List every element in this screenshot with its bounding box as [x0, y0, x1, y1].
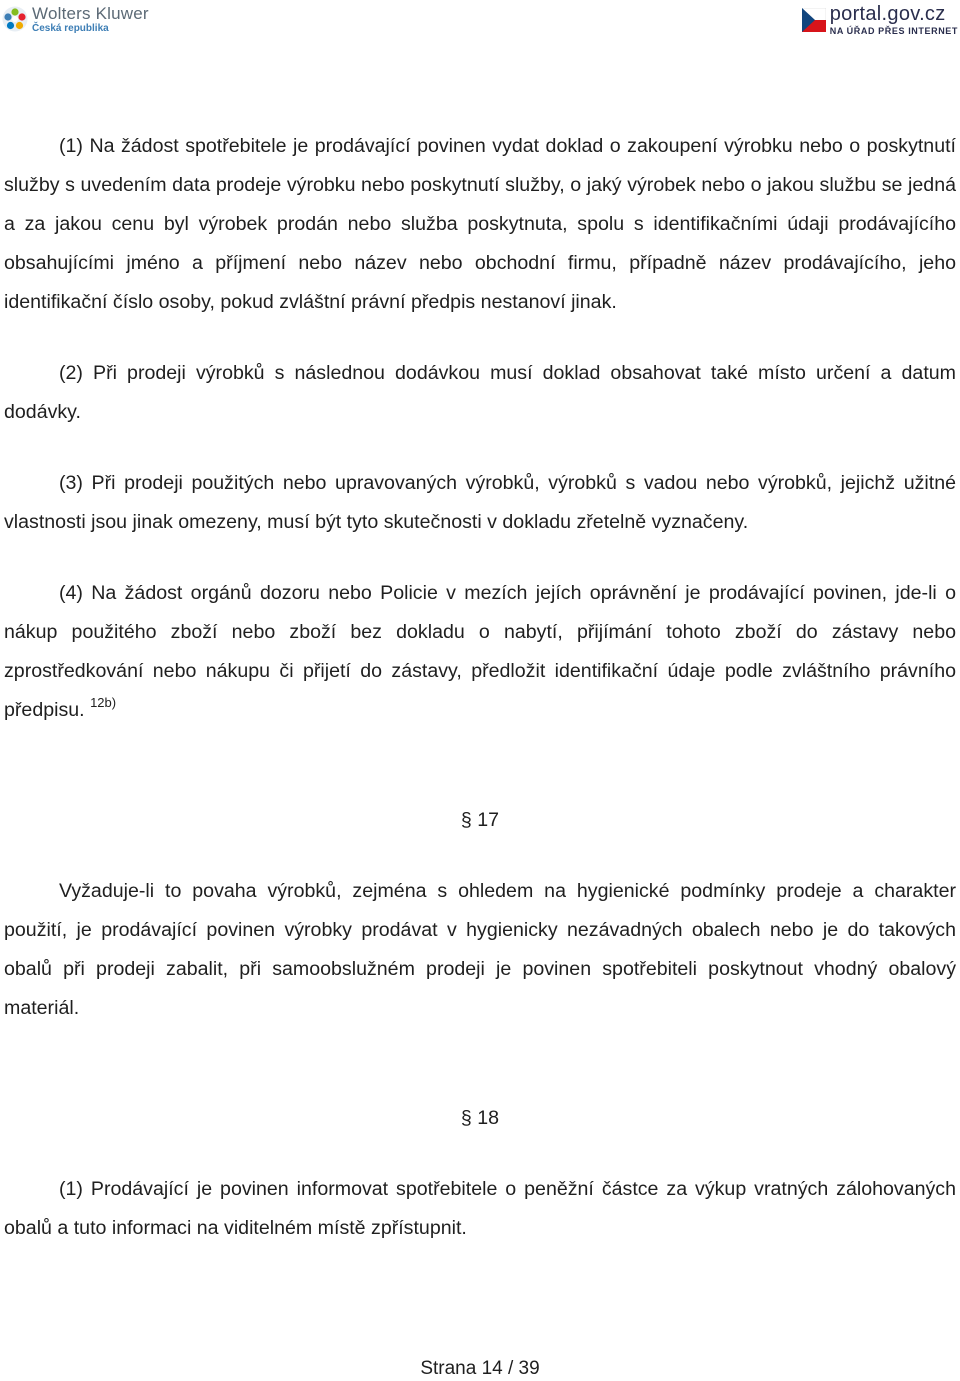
- portal-gov-name: portal.gov.cz: [829, 3, 946, 25]
- footnote-reference: 12b): [90, 695, 117, 710]
- section-heading-17: § 17: [460, 809, 500, 831]
- paragraph-2: (2) Při prodeji výrobků s následnou dodávkou musí doklad obsahovat také místo určení a datum dodávky.: [4, 362, 956, 423]
- czech-flag-icon: [802, 8, 826, 32]
- section-heading-18: § 18: [460, 1107, 500, 1129]
- paragraph-6: (1) Prodávající je povinen informovat spotřebitele o peněžní částce za výkup vratných zálohovaných obalů a tuto informaci na viditelném místě zpřístupnit.: [4, 1178, 956, 1239]
- page-number: Strana 14 / 39: [420, 1358, 540, 1379]
- portal-gov-logo: [802, 4, 958, 36]
- paragraph-1: (1) Na žádost spotřebitele je prodávající povinen vydat doklad o zakoupení výrobku nebo o poskytnutí služby s uvedením data prodeje výrobku nebo poskytnutí služby, o jaký výrobek nebo o jakou službu se jedná a za jakou cenu byl výrobek prodán nebo služba poskytnuta, spolu s identifikačními údaji prodávajícího obsahujícími jméno a příjmení nebo název nebo obchodní firmu, případně název prodávajícího, jeho identifikační číslo osoby, pokud zvláštní právní předpis nestanoví jinak.: [4, 135, 956, 313]
- wolters-kluwer-subtitle: Česká republika: [32, 22, 109, 34]
- wolters-kluwer-name: Wolters Kluwer: [32, 3, 149, 23]
- paragraph-4-text: (4) Na žádost orgánů dozoru nebo Policie v mezích jejích oprávnění je prodávající povinen, jde-li o nákup použitého zboží nebo zboží bez dokladu o nabytí, přijímání tohoto zboží do zástavy nebo zprostředkování nebo nákupu či přijetí do zástavy, předložit identifikační údaje podle zvláštního právního předpisu.: [4, 582, 956, 721]
- paragraph-5: Vyžaduje-li to povaha výrobků, zejména s ohledem na hygienické podmínky prodeje a charakter použití, je prodávající povinen výrobky prodávat v hygienicky nezávadných obalech nebo je do takových obalů při prodeji zabalit, při samoobslužném prodeji je povinen spotřebiteli poskytnout vhodný obalový materiál.: [4, 880, 956, 1019]
- document-body: [4, 127, 956, 1248]
- paragraph-3: (3) Při prodeji použitých nebo upravovaných výrobků, výrobků s vadou nebo výrobků, jejichž užitné vlastnosti jsou jinak omezeny, musí být tyto skutečnosti v dokladu zřetelně vyznačeny.: [4, 472, 956, 533]
- portal-gov-tagline: NA ÚŘAD PŘES INTERNET: [829, 26, 958, 36]
- paragraph-4: [4, 574, 956, 730]
- wolters-kluwer-logo-icon: [2, 6, 28, 32]
- wolters-kluwer-logo: [2, 2, 149, 36]
